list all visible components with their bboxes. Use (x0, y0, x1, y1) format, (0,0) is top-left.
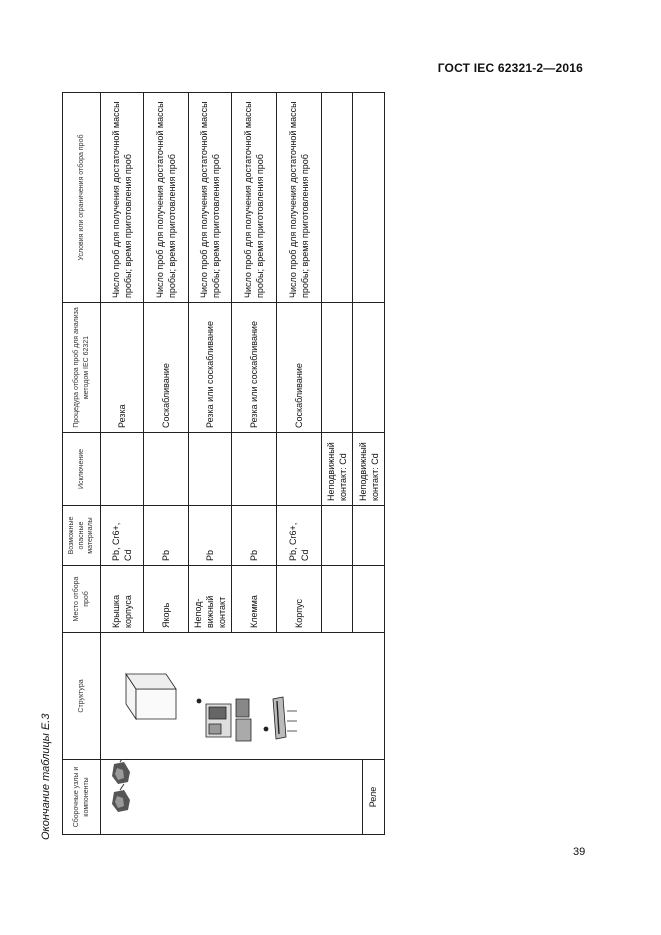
procedure-cell: Соскабливание (276, 303, 321, 433)
exclusion-cell (276, 433, 321, 506)
relay-structure-drawing (101, 632, 382, 759)
col-header-procedure: Процедура отбора проб для анализа методом IEC 62321 (63, 303, 101, 433)
place-cell: Крышка корпуса (101, 566, 144, 633)
assembly-content (102, 760, 383, 834)
col-header-place: Место отбора проб (63, 566, 101, 633)
page-number: 39 (573, 846, 586, 858)
place-cell: Корпус (276, 566, 321, 633)
materials-cell: Pb, Cr6+, Cd (276, 506, 321, 566)
conditions-cell (353, 93, 385, 303)
relay-photo-icon (102, 759, 342, 834)
place-cell: Клемма (232, 566, 276, 633)
conditions-cell: Число проб для получения достаточной массы пробы; время приготовления проб (101, 93, 144, 303)
place-cell (321, 566, 353, 633)
procedure-cell: Соскабливание (144, 303, 188, 433)
table-row (101, 93, 144, 835)
assembly-cell (101, 760, 385, 835)
conditions-cell: Число проб для получения достаточной массы пробы; время приготовления проб (232, 93, 276, 303)
conditions-cell: Число проб для получения достаточной массы пробы; время приготовления проб (188, 93, 232, 303)
materials-cell: Pb (144, 506, 188, 566)
procedure-cell: Резка или соскабливание (188, 303, 232, 433)
procedure-cell: Резка или соскабливание (232, 303, 276, 433)
place-cell (353, 566, 385, 633)
exclusion-cell (232, 433, 276, 506)
relay-sampling-table (62, 92, 385, 835)
place-cell: Непод-вижный контакт (188, 566, 232, 633)
exclusion-cell (101, 433, 144, 506)
exclusion-cell (144, 433, 188, 506)
col-header-assembly: Сборочные узлы и компоненты (63, 760, 101, 835)
exclusion-cell: Неподвижный контакт: Cd (353, 433, 385, 506)
materials-cell: Pb (232, 506, 276, 566)
conditions-cell: Число проб для получения достаточной массы пробы; время приготовления проб (144, 93, 188, 303)
conditions-cell (321, 93, 353, 303)
materials-cell (353, 506, 385, 566)
procedure-cell: Резка (101, 303, 144, 433)
assembly-label: Реле (362, 760, 383, 834)
rotated-table-container (62, 93, 385, 835)
col-header-exclusion: Исключение (63, 433, 101, 506)
place-cell: Якорь (144, 566, 188, 633)
materials-cell: Pb (188, 506, 232, 566)
exclusion-cell: Неподвижный контакт: Cd (321, 433, 353, 506)
conditions-cell: Число проб для получения достаточной массы пробы; время приготовления проб (276, 93, 321, 303)
standard-header: ГОСТ IEC 62321-2—2016 (437, 61, 583, 75)
materials-cell: Pb, Cr6+, Cd (101, 506, 144, 566)
table-header-row (63, 93, 101, 835)
procedure-cell (321, 303, 353, 433)
table-caption: Окончание таблицы Е.3 (40, 713, 52, 840)
procedure-cell (353, 303, 385, 433)
col-header-structure: Структура (63, 633, 101, 760)
col-header-materials: Возможные опасные материалы (63, 506, 101, 566)
col-header-conditions: Условия или ограничения отбора проб (63, 93, 101, 303)
exclusion-cell (188, 433, 232, 506)
materials-cell (321, 506, 353, 566)
structure-cell (101, 633, 385, 760)
